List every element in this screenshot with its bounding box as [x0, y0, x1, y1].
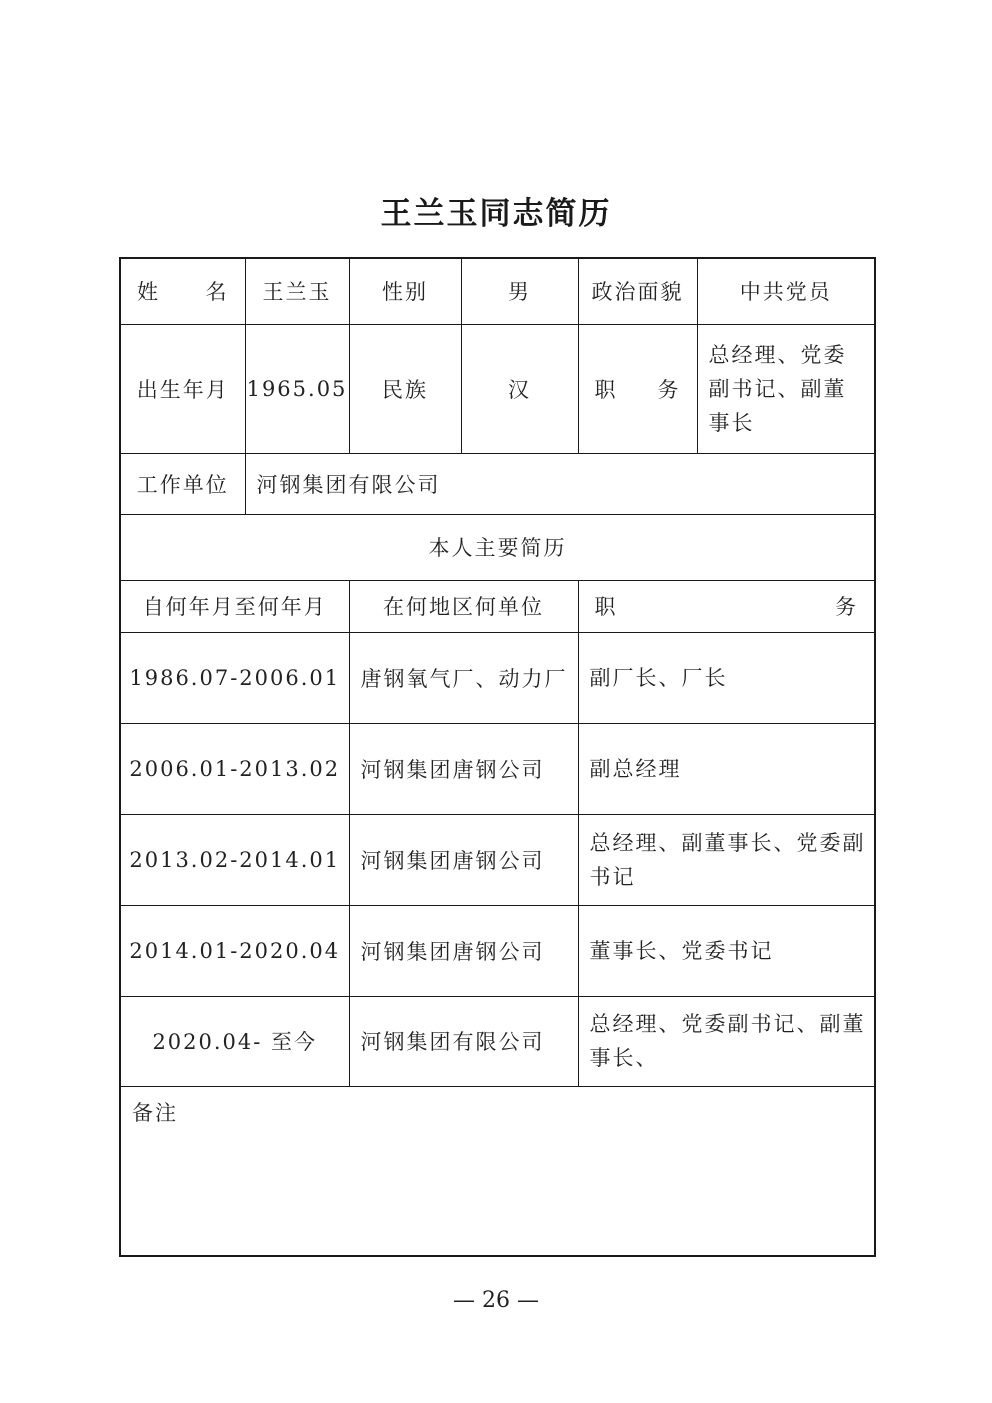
info-row-employer — [120, 453, 875, 514]
position-label: 职 务 — [578, 324, 697, 453]
header-role: 职 务 — [578, 580, 875, 632]
gender-value: 男 — [461, 258, 578, 324]
history-period: 1986.07-2006.01 — [120, 632, 349, 723]
political-value: 中共党员 — [697, 258, 875, 324]
info-row-birth — [120, 324, 875, 453]
history-section-row — [120, 514, 875, 580]
history-role: 总经理、副董事长、党委副书记 — [578, 814, 875, 905]
header-unit: 在何地区何单位 — [349, 580, 578, 632]
history-role: 副总经理 — [578, 723, 875, 814]
resume-table — [119, 257, 876, 1257]
info-row-basic — [120, 258, 875, 324]
history-period: 2014.01-2020.04 — [120, 905, 349, 996]
birth-value: 1965.05 — [245, 324, 349, 453]
employer-label: 工作单位 — [120, 453, 245, 514]
history-role: 董事长、党委书记 — [578, 905, 875, 996]
history-unit: 唐钢氧气厂、动力厂 — [349, 632, 578, 723]
history-role: 副厂长、厂长 — [578, 632, 875, 723]
history-period: 2013.02-2014.01 — [120, 814, 349, 905]
gender-label: 性别 — [349, 258, 461, 324]
history-row — [120, 996, 875, 1086]
history-section-title: 本人主要简历 — [120, 514, 875, 580]
political-label: 政治面貌 — [578, 258, 697, 324]
birth-label: 出生年月 — [120, 324, 245, 453]
history-row — [120, 723, 875, 814]
history-unit: 河钢集团有限公司 — [349, 996, 578, 1086]
history-unit: 河钢集团唐钢公司 — [349, 814, 578, 905]
history-period: 2020.04- 至今 — [120, 996, 349, 1086]
history-row — [120, 632, 875, 723]
notes-row — [120, 1086, 875, 1256]
name-value: 王兰玉 — [245, 258, 349, 324]
history-unit: 河钢集团唐钢公司 — [349, 723, 578, 814]
history-header-row — [120, 580, 875, 632]
history-role: 总经理、党委副书记、副董事长、 — [578, 996, 875, 1086]
ethnicity-value: 汉 — [461, 324, 578, 453]
document-title: 王兰玉同志简历 — [380, 196, 612, 232]
header-period: 自何年月至何年月 — [120, 580, 349, 632]
page-number: — 26 — — [453, 1288, 539, 1313]
history-unit: 河钢集团唐钢公司 — [349, 905, 578, 996]
ethnicity-label: 民族 — [349, 324, 461, 453]
history-row — [120, 814, 875, 905]
history-period: 2006.01-2013.02 — [120, 723, 349, 814]
employer-value: 河钢集团有限公司 — [245, 453, 875, 514]
history-row — [120, 905, 875, 996]
name-label: 姓 名 — [120, 258, 245, 324]
notes-label: 备注 — [120, 1086, 875, 1256]
position-value: 总经理、党委副书记、副董事长 — [697, 324, 875, 453]
